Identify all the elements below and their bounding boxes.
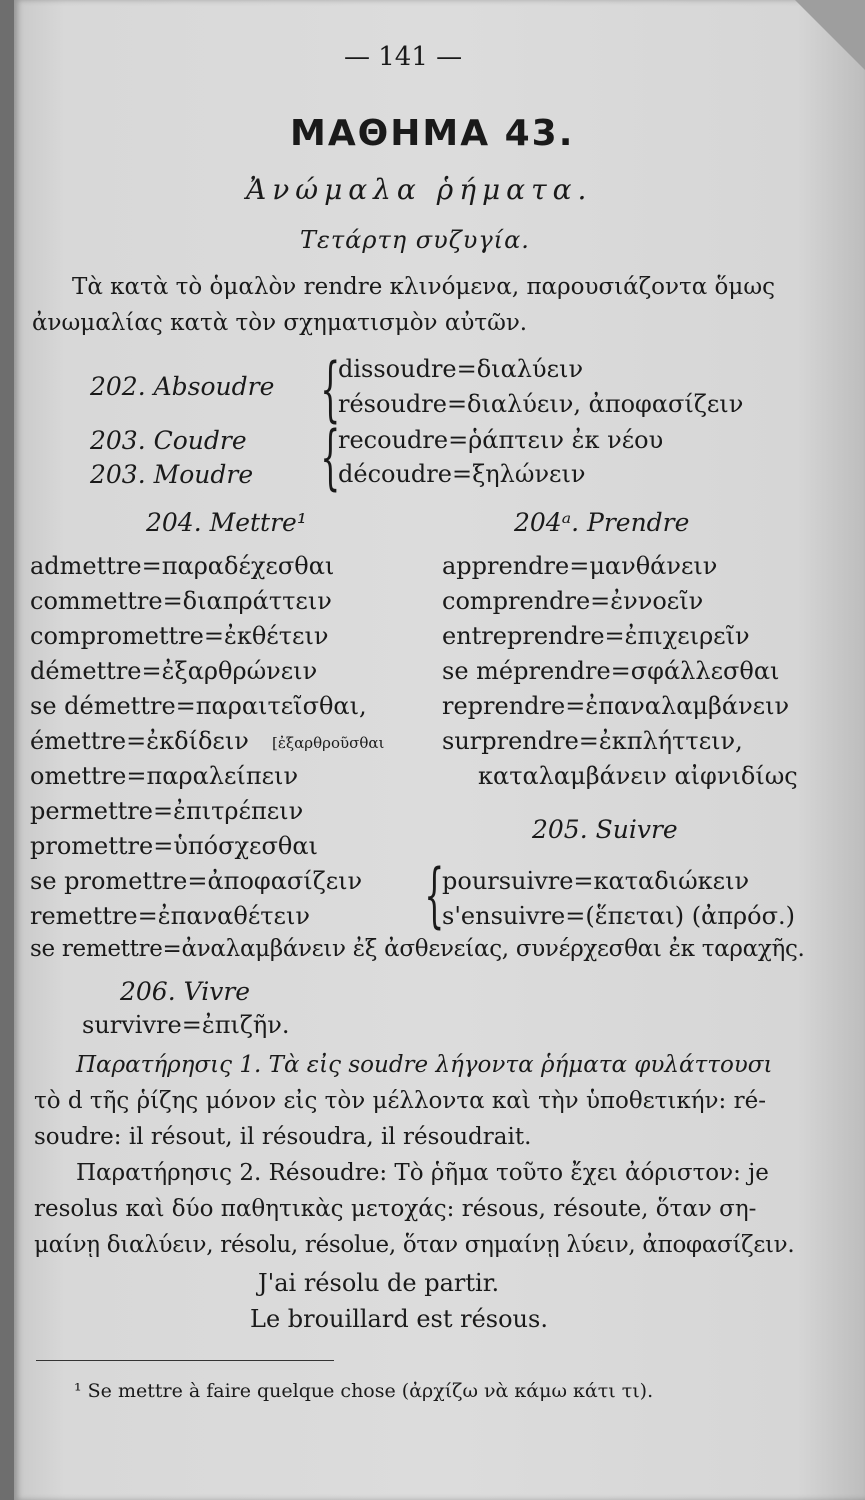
prendre-heading: 204ᵃ. Prendre (514, 508, 690, 537)
mettre-item: remettre=ἐπαναθέτειν (30, 902, 310, 930)
book-gutter (0, 0, 14, 1500)
mettre-item: omettre=παραλείπειν (30, 762, 299, 790)
remark-1-line-1: Παρατήρησις 1. Τὰ εἰς soudre λήγοντα ῥήματα φυλάττουσι (76, 1052, 773, 1078)
absoudre-item: résoudre=διαλύειν, ἀποφασίζειν (338, 390, 744, 418)
page-corner-fold (795, 0, 865, 70)
lesson-subtitle: Ἀνώμαλα ῥήματα. (246, 173, 593, 206)
remark-1-line-2: τὸ d τῆς ῥίζης μόνον εἰς τὸν μέλλοντα καὶ τὴν ὑποθετικήν: ré- (34, 1088, 766, 1114)
mettre-wide-line: se remettre=ἀναλαμβάνειν ἐξ ἀσθενείας, συνέρχεσθαι ἐκ ταραχῆς. (30, 936, 805, 962)
vivre-item: survivre=ἐπιζῆν. (82, 1011, 290, 1039)
mettre-heading: 204. Mettre¹ (146, 508, 307, 537)
footnote: ¹ Se mettre à faire quelque chose (ἀρχίζω νὰ κάμω κάτι τι). (74, 1380, 654, 1402)
suivre-brace: { (424, 854, 445, 936)
mettre-item: émettre=ἐκδίδειν (30, 727, 249, 755)
intro-line-2: ἀνωμαλίας κατὰ τὸν σχηματισμὸν αὐτῶν. (32, 310, 528, 336)
mettre-item: permettre=ἐπιτρέπειν (30, 797, 304, 825)
remark-2-line-2: resolus καὶ δύο παθητικὰς μετοχάς: résous, résoute, ὅταν ση- (34, 1196, 757, 1222)
coudre-item: découdre=ξηλώνειν (338, 460, 586, 488)
mettre-continuation: [ἐξαρθροῦσθαι (272, 734, 385, 752)
prendre-item: καταλαμβάνειν αἰφνιδίως (478, 762, 798, 790)
mettre-item: se promettre=ἀποφασίζειν (30, 867, 363, 895)
prendre-item: comprendre=ἐννοεῖν (442, 587, 704, 615)
mettre-item: se démettre=παραιτεῖσθαι, (30, 692, 367, 720)
book-page (14, 0, 865, 1500)
prendre-item: apprendre=μανθάνειν (442, 552, 718, 580)
lesson-title: ΜΑΘΗΜΑ 43. (290, 113, 575, 154)
suivre-item: poursuivre=καταδιώκειν (442, 867, 750, 895)
section-heading: Τετάρτη συζυγία. (300, 226, 530, 254)
intro-line-1: Τὰ κατὰ τὸ ὁμαλὸν rendre κλινόμενα, παρουσιάζοντα ὅμως (72, 274, 775, 300)
example-sentence: Le brouillard est résous. (250, 1305, 548, 1333)
mettre-item: démettre=ἐξαρθρώνειν (30, 657, 318, 685)
remark-2-line-3: μαίνῃ διαλύειν, résolu, résolue, ὅταν σημαίνῃ λύειν, ἀποφασίζειν. (34, 1232, 795, 1258)
prendre-item: se méprendre=σφάλλεσθαι (442, 657, 780, 685)
footnote-rule (36, 1360, 334, 1361)
prendre-item: entreprendre=ἐπιχειρεῖν (442, 622, 750, 650)
coudre-brace: { (320, 416, 341, 498)
remark-2-line-1: Παρατήρησις 2. Résoudre: Τὸ ῥῆμα τοῦτο ἔχει ἀόριστον: je (76, 1160, 769, 1186)
prendre-item: surprendre=ἐκπλήττειν, (442, 727, 743, 755)
remark-1-line-3: soudre: il résout, il résoudra, il résoudrait. (34, 1124, 532, 1150)
vivre-heading: 206. Vivre (120, 977, 251, 1006)
absoudre-item: dissoudre=διαλύειν (338, 355, 584, 383)
prendre-item: reprendre=ἐπαναλαμβάνειν (442, 692, 790, 720)
absoudre-label: 202. Absoudre (90, 372, 275, 401)
coudre-label: 203. Coudre (90, 426, 247, 455)
page-number: — 141 — (344, 42, 463, 72)
mettre-item: promettre=ὑπόσχεσθαι (30, 832, 318, 860)
suivre-item: s'ensuivre=(ἕπεται) (ἀπρόσ.) (442, 902, 795, 930)
moudre-label: 203. Moudre (90, 460, 254, 489)
coudre-item: recoudre=ῥάπτειν ἐκ νέου (338, 426, 664, 454)
example-sentence: J'ai résolu de partir. (258, 1269, 500, 1297)
mettre-item: compromettre=ἐκθέτειν (30, 622, 329, 650)
absoudre-brace: { (320, 348, 341, 430)
mettre-item: admettre=παραδέχεσθαι (30, 552, 335, 580)
suivre-heading: 205. Suivre (532, 815, 678, 844)
mettre-item: commettre=διαπράττειν (30, 587, 332, 615)
